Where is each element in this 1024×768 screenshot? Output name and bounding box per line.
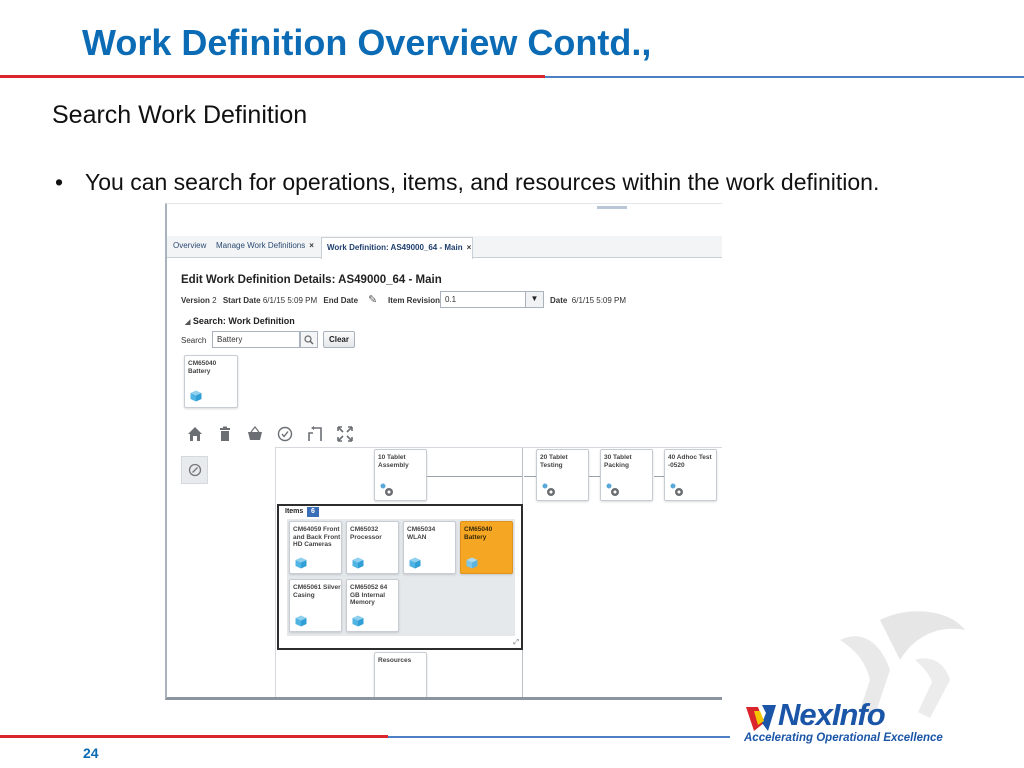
card-line: GB Internal: [350, 591, 386, 599]
card-label: [604, 454, 656, 469]
tab-label: Manage Work Definitions: [216, 241, 306, 250]
search-section-header[interactable]: [185, 316, 295, 326]
tab-manage-work-definitions[interactable]: [216, 241, 314, 250]
logo-tagline: Accelerating Operational Excellence: [744, 732, 943, 744]
delete-icon[interactable]: [217, 426, 233, 442]
resize-handle-icon[interactable]: ⤢: [513, 639, 519, 646]
tab-work-definition[interactable]: [321, 237, 473, 259]
card-line: CM65040: [464, 526, 493, 533]
card-line: Testing: [540, 461, 563, 469]
item-cube-icon: [352, 557, 364, 569]
gear-icon: [541, 482, 557, 498]
chevron-down-icon[interactable]: ▼: [525, 292, 543, 307]
date-value: 6/1/15 5:09 PM: [571, 296, 627, 305]
resources-label: Resources: [378, 657, 412, 664]
logo-wordmark: NexInfo: [778, 697, 885, 732]
card-line: Assembly: [378, 461, 409, 469]
card-line: Memory: [350, 599, 375, 606]
end-date-label: End Date: [323, 296, 359, 305]
card-label: [407, 526, 459, 541]
navigator-panel[interactable]: [181, 456, 208, 484]
item-card[interactable]: [289, 521, 342, 574]
search-result-card[interactable]: [184, 355, 238, 408]
card-line: 10 Tablet: [378, 454, 406, 461]
items-count-badge: 6: [307, 507, 319, 517]
collapse-triangle-icon[interactable]: ◢: [185, 319, 191, 326]
edit-pencil-icon[interactable]: ✎: [368, 294, 378, 306]
connector-line: [654, 476, 664, 477]
item-card[interactable]: [289, 579, 342, 632]
connector-line: [427, 476, 522, 477]
search-label: Search: [181, 336, 207, 345]
card-line: 40 Adhoc Test: [668, 454, 712, 461]
search-input[interactable]: Battery: [212, 331, 300, 348]
slide-title: Work Definition Overview Contd.,: [82, 22, 652, 63]
home-icon[interactable]: [187, 426, 203, 442]
date-label: Date: [550, 296, 568, 305]
title-divider-red: [0, 75, 545, 78]
operation-card[interactable]: [536, 449, 589, 501]
page-title: Edit Work Definition Details: AS49000_64 - Main: [181, 274, 442, 286]
card-label: [350, 526, 402, 541]
version-value: 2: [212, 296, 217, 305]
card-line: CM65052 64: [350, 584, 388, 591]
items-grid: [287, 519, 515, 636]
bullet-text: You can search for operations, items, and resources within the work definition.: [85, 169, 880, 195]
card-label: [668, 454, 720, 469]
start-date-label: Start Date: [222, 296, 261, 305]
items-title: Items: [285, 508, 304, 515]
tab-bar: [167, 236, 722, 258]
card-label: [378, 454, 430, 469]
card-line: Packing: [604, 461, 629, 469]
start-date-value: 6/1/15 5:09 PM: [262, 296, 318, 305]
card-line: HD Cameras: [293, 541, 332, 548]
item-cube-icon: [295, 557, 307, 569]
item-cube-icon: [352, 615, 364, 627]
card-line: CM65034: [407, 526, 436, 533]
search-icon[interactable]: [300, 331, 318, 348]
gear-icon: [605, 482, 621, 498]
card-line: Casing: [293, 591, 315, 599]
version-label: Version: [181, 296, 210, 305]
card-line: CM65040: [188, 360, 217, 367]
page-number: 24: [83, 745, 99, 761]
app-screenshot: [165, 203, 722, 700]
card-line: Battery: [188, 367, 211, 375]
item-card[interactable]: [346, 521, 399, 574]
check-circle-icon[interactable]: [277, 426, 293, 442]
card-label: [293, 584, 345, 599]
card-line: 30 Tablet: [604, 454, 632, 461]
close-icon[interactable]: ×: [466, 243, 472, 252]
expand-icon[interactable]: [337, 426, 353, 442]
item-cube-icon: [295, 615, 307, 627]
item-cube-icon: [466, 557, 478, 569]
card-label: [293, 526, 345, 549]
basket-icon[interactable]: [247, 426, 263, 442]
export-icon[interactable]: [307, 426, 323, 442]
bullet-marker: •: [55, 169, 64, 195]
item-revision-select[interactable]: 0.1: [440, 291, 544, 308]
gear-icon: [669, 482, 685, 498]
item-revision-label: Item Revision: [388, 296, 441, 305]
date-field: [550, 296, 626, 305]
card-line: Processor: [350, 533, 382, 541]
card-line: CM65032: [350, 526, 379, 533]
gear-icon: [379, 482, 395, 498]
item-cube-icon: [409, 557, 421, 569]
card-line: 20 Tablet: [540, 454, 568, 461]
company-logo: [744, 697, 944, 747]
card-line: CM64059 Front: [293, 526, 340, 533]
compass-icon[interactable]: [188, 463, 202, 477]
card-label: [464, 526, 516, 541]
item-cube-icon: [190, 390, 202, 402]
item-card[interactable]: [403, 521, 456, 574]
connector-line: [524, 476, 536, 477]
item-card[interactable]: [346, 579, 399, 632]
card-label: [188, 360, 240, 375]
slide-subtitle: Search Work Definition: [52, 101, 308, 129]
card-line: WLAN: [407, 533, 427, 541]
footer-divider-red: [0, 735, 388, 738]
card-line: and Back Front: [293, 533, 341, 541]
card-line: -0520: [668, 461, 685, 469]
footer-divider-blue: [388, 736, 730, 738]
details-meta-row: [181, 296, 358, 305]
card-line: Battery: [464, 533, 487, 541]
card-label: [540, 454, 592, 469]
search-section-title: Search: Work Definition: [192, 316, 295, 326]
item-card-highlighted[interactable]: [460, 521, 513, 574]
bullet-point: [55, 169, 879, 196]
clear-button[interactable]: Clear: [323, 331, 355, 348]
title-divider-blue: [545, 76, 1024, 78]
card-line: CM65061 Silver: [293, 584, 341, 591]
resources-card[interactable]: [374, 652, 427, 700]
scroll-indicator: [597, 206, 627, 209]
tab-overview[interactable]: [173, 241, 206, 250]
card-label: [350, 584, 402, 607]
tab-label: Overview: [173, 241, 207, 250]
items-panel: [277, 504, 523, 650]
nexinfo-mark-icon: [744, 701, 778, 735]
operation-card[interactable]: [600, 449, 653, 501]
operation-card[interactable]: [374, 449, 427, 501]
tab-label: Work Definition: AS49000_64 - Main: [327, 243, 463, 252]
close-icon[interactable]: ×: [309, 241, 314, 250]
operation-card[interactable]: [664, 449, 717, 501]
